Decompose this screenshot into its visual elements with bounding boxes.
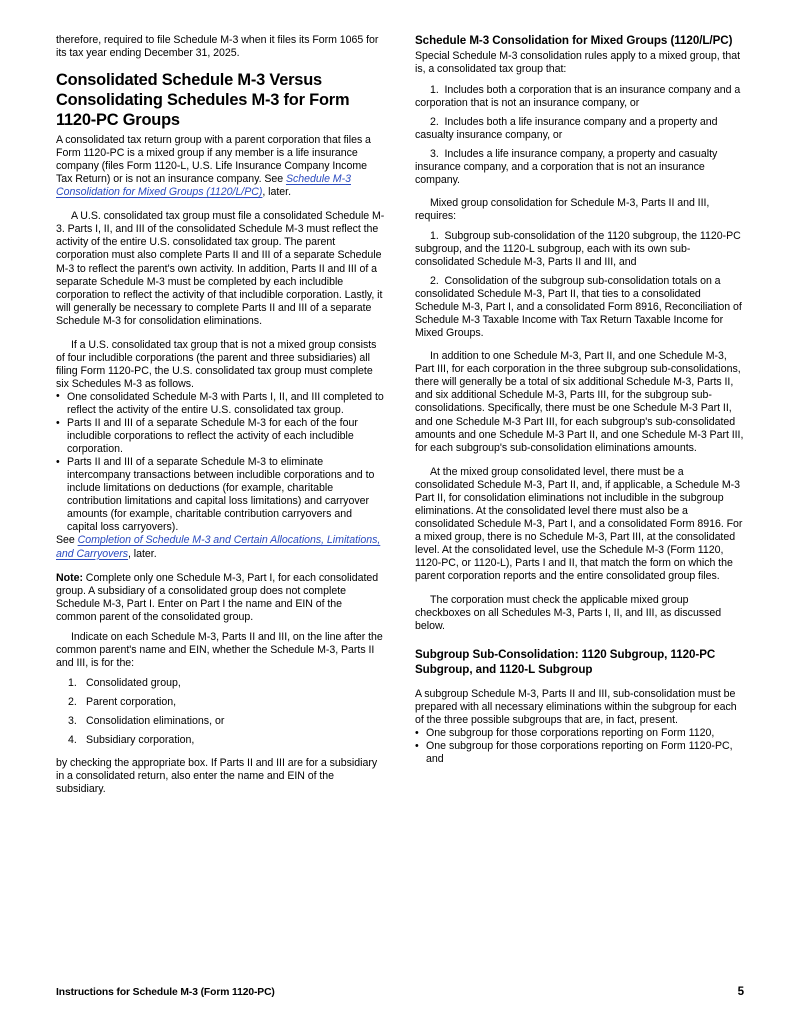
bullet-dot-icon: • — [56, 455, 60, 468]
list-item — [415, 230, 744, 269]
list-item — [56, 734, 385, 747]
see-prefix: See — [56, 534, 78, 547]
numbered-list-mixed-group-criteria — [415, 84, 744, 187]
spacer — [415, 677, 744, 688]
list-item — [415, 116, 744, 142]
paragraph-see-completion-reference — [56, 534, 385, 560]
list-item-label: Subgroup sub-consolidation of the 1120 subgroup, the 1120-PC subgroup, and the 1120-L subgroup, each with its own sub-consolidated Schedule M-3, Parts II and III, and — [415, 229, 741, 269]
bullet-item-subgroup-1120pc — [415, 740, 744, 766]
list-item — [415, 275, 744, 340]
right-column — [415, 34, 744, 766]
bullet-label: One subgroup for those corporations reporting on Form 1120-PC, and — [426, 740, 733, 766]
spacer — [415, 77, 744, 84]
list-item-number: 2. — [68, 695, 77, 708]
bullet-label: Parts II and III of a separate Schedule M-3 for each of the four includible corporations to reflect the activity of each includible corporation. — [67, 417, 358, 456]
paragraph-subgroup-preparation: A subgroup Schedule M-3, Parts II and III, sub-consolidation must be prepared with all necessary eliminations within the subgroup for each of the three possible subgroups that are, in fact, present. — [415, 688, 737, 727]
paragraph-consolidated-return-requirements: A U.S. consolidated tax group must file a consolidated Schedule M-3. Parts I, II, and III of the consolidated Schedule M-3 must reflect the activity of the entire U.S. consolidated tax group. The parent corporation must also complete Parts II and III of a separate Schedule M-3 to reflect the parent's own activity. In addition, Parts II and III of a separate Schedule M-3 must be completed by each includible corporation to reflect the activity of that includible corporation. Lastly, it will generally be necessary to complete Parts II and III of a separate Schedule M-3 for consolidation eliminations. — [56, 210, 385, 327]
bullet-dot-icon: • — [56, 416, 60, 429]
bullet-item-eliminate-intercompany — [56, 456, 385, 534]
footer-document-title: Instructions for Schedule M-3 (Form 1120-PC) — [56, 987, 275, 998]
list-item-number: 3. — [430, 147, 439, 160]
see-suffix: , later. — [128, 547, 157, 560]
link-completion-schedule-m3-allocations[interactable]: Completion of Schedule M-3 and Certain Allocations, Limitations, and Carryovers — [56, 534, 381, 560]
spacer — [56, 561, 385, 572]
paragraph-special-rules: Special Schedule M-3 consolidation rules apply to a mixed group, that is, a consolidated tax group that: — [415, 50, 741, 76]
bullet-dot-icon: • — [415, 739, 419, 752]
list-item-label: Includes both a corporation that is an insurance company and a corporation that is not an insurance company, or — [415, 83, 741, 109]
list-item-label: Consolidation eliminations, or — [86, 714, 225, 727]
bullet-label: One subgroup for those corporations reporting on Form 1120, — [426, 727, 715, 740]
list-item — [56, 696, 385, 709]
subsection-heading-subgroup-sub-consolidation: Subgroup Sub-Consolidation: 1120 Subgroup, 1120-PC Subgroup, and 1120-L Subgroup — [415, 648, 716, 676]
left-column — [56, 34, 385, 796]
spacer — [56, 199, 385, 210]
paragraph-six-schedules: If a U.S. consolidated tax group that is not a mixed group consists of four includible corporations (the parent and three subsidiaries) all filing Form 1120-PC, the U.S. consolidated tax group must complete six Schedules M-3 as follows. — [56, 338, 377, 390]
bullet-item-one-consolidated — [56, 391, 385, 417]
page-footer — [56, 985, 744, 998]
spacer — [415, 455, 744, 466]
bullet-dot-icon: • — [415, 726, 419, 739]
spacer — [415, 223, 744, 230]
paragraph-mixed-group-consolidated-level: At the mixed group consolidated level, there must be a consolidated Schedule M-3, Part II, and, if applicable, a Schedule M-3 Part II, for consolidation eliminations not includible in the subgroup eliminations. At the consolidated level there must also be a consolidated Schedule M-3, Part I, and a consolidated Form 8916. For a mixed group, there is no Schedule M-3, Part III, at the consolidated level. At the consolidated level, use the Schedule M-3 (Form 1120, 1120-PC, or 1120-L), Parts I and II, that match the form on which the parent corporation reports and the entire consolidated group files. — [415, 465, 743, 583]
paragraph-checkboxes: The corporation must check the applicable mixed group checkboxes on all Schedules M-3, Parts I, II, and III, as discussed below. — [415, 594, 722, 633]
paragraph-indicate-on-each: Indicate on each Schedule M-3, Parts II and III, on the line after the common parent's name and EIN, whether the Schedule M-3, Parts II and III, is for the: — [56, 630, 383, 669]
bullet-dot-icon: • — [56, 390, 60, 403]
paragraph-mixed-group-requires: Mixed group consolidation for Schedule M-3, Parts II and III, requires: — [415, 196, 710, 222]
list-item-number: 2. — [430, 115, 439, 128]
bullet-label: One consolidated Schedule M-3 with Parts I, II, and III completed to reflect the activity of the entire U.S. consolidated tax group. — [67, 390, 384, 416]
paragraph-text-part-a: A consolidated tax return group with a parent corporation that files a Form 1120-PC is a mixed group if any member is a life insurance company (files Form 1120-L, U.S. Life Insurance Company Income Tax Return) or is not an insurance company. See — [56, 134, 371, 186]
list-item — [56, 677, 385, 690]
list-item — [415, 84, 744, 110]
numbered-list-schedule-types — [56, 677, 385, 747]
list-item-number: 1. — [430, 229, 439, 242]
list-item-label: Subsidiary corporation, — [86, 734, 195, 747]
paragraph-by-checking-box: by checking the appropriate box. If Parts II and III are for a subsidiary in a consolidated return, also enter the name and EIN of the subsidiary. — [56, 757, 378, 796]
bullet-item-subgroup-1120 — [415, 727, 744, 740]
continued-paragraph: therefore, required to file Schedule M-3 when it files its Form 1065 for its tax year ending December 31, 2025. — [56, 34, 379, 60]
list-item-label: Parent corporation, — [86, 695, 177, 708]
bullet-item-parts-ii-iii-each — [56, 417, 385, 456]
note-label: Note: — [56, 571, 83, 584]
link-schedule-m3-consolidation-mixed-groups[interactable]: Schedule M-3 Consolidation for Mixed Groups (1120/L/PC) — [56, 173, 351, 199]
list-item-label: Includes a life insurance company, a property and casualty insurance company, and a corporation that is not an insurance company. — [415, 147, 718, 186]
list-item-number: 1. — [430, 83, 439, 96]
list-item — [56, 715, 385, 728]
section-heading-mixed-groups: Schedule M-3 Consolidation for Mixed Groups (1120/L/PC) — [415, 34, 733, 47]
paragraph-in-addition-to-one: In addition to one Schedule M-3, Part II, and one Schedule M-3, Part III, for each corporation in the three subgroup sub-consolidations, there will generally be a total of six additional Schedule M-3, Parts II, and six additional Schedule M-3, Parts III, for the subgroup sub-consolidations. Specifically, there must be one Schedule M-3 Part II, and one Schedule M-3 Part III, for each subgroup's sub-consolidated amounts and one Schedule M-3 Part II, and one Schedule M-3 Part III, for each subgroup's sub-consolidation eliminations amounts. — [415, 350, 744, 454]
paragraph-mixed-group-definition — [56, 134, 385, 199]
spacer — [415, 633, 744, 648]
section-heading-consolidated-vs-consolidating: Consolidated Schedule M-3 Versus Consolidating Schedules M-3 for Form 1120-PC Groups — [56, 71, 350, 130]
note-block — [56, 572, 385, 624]
footer-page-number: 5 — [737, 985, 744, 998]
spacer — [56, 624, 385, 631]
list-item-number: 2. — [430, 275, 439, 288]
list-item-number: 3. — [68, 714, 77, 727]
bullet-label: Parts II and III of a separate Schedule M-3 to eliminate intercompany transactions between includible corporations and to include limitations on deductions (for example, charitable contribution limitations and capital loss limitations) and carryover amounts (for example, charitable contribution carryovers and capital loss carryovers). — [67, 456, 375, 534]
spacer — [415, 583, 744, 594]
paragraph-text-part-b: , later. — [262, 186, 292, 199]
list-item-label: Consolidated group, — [86, 676, 181, 689]
note-text: Complete only one Schedule M-3, Part I, for each consolidated group. A subsidiary of a consolidated group does not complete Schedule M-3, Part I. Enter on Part I the name and EIN of the common parent of the consolidated group. — [56, 571, 379, 623]
list-item — [415, 148, 744, 187]
list-item-number: 4. — [68, 734, 77, 747]
list-item-label: Consolidation of the subgroup sub-consolidation totals on a consolidated Schedule M-3, Part II, that ties to a consolidated Schedule M-3, Part I, and a consolidated Form 8916, Reconciliation of Schedule M-3 Taxable Income with Tax Return Taxable Income for Mixed Groups. — [415, 275, 742, 340]
spacer — [56, 328, 385, 339]
list-item-label: Includes both a life insurance company and a property and casualty insurance company, or — [415, 115, 718, 141]
two-column-layout — [56, 34, 744, 974]
list-item-number: 1. — [68, 676, 77, 689]
spacer — [56, 670, 385, 677]
numbered-list-consolidation-requirements — [415, 230, 744, 340]
